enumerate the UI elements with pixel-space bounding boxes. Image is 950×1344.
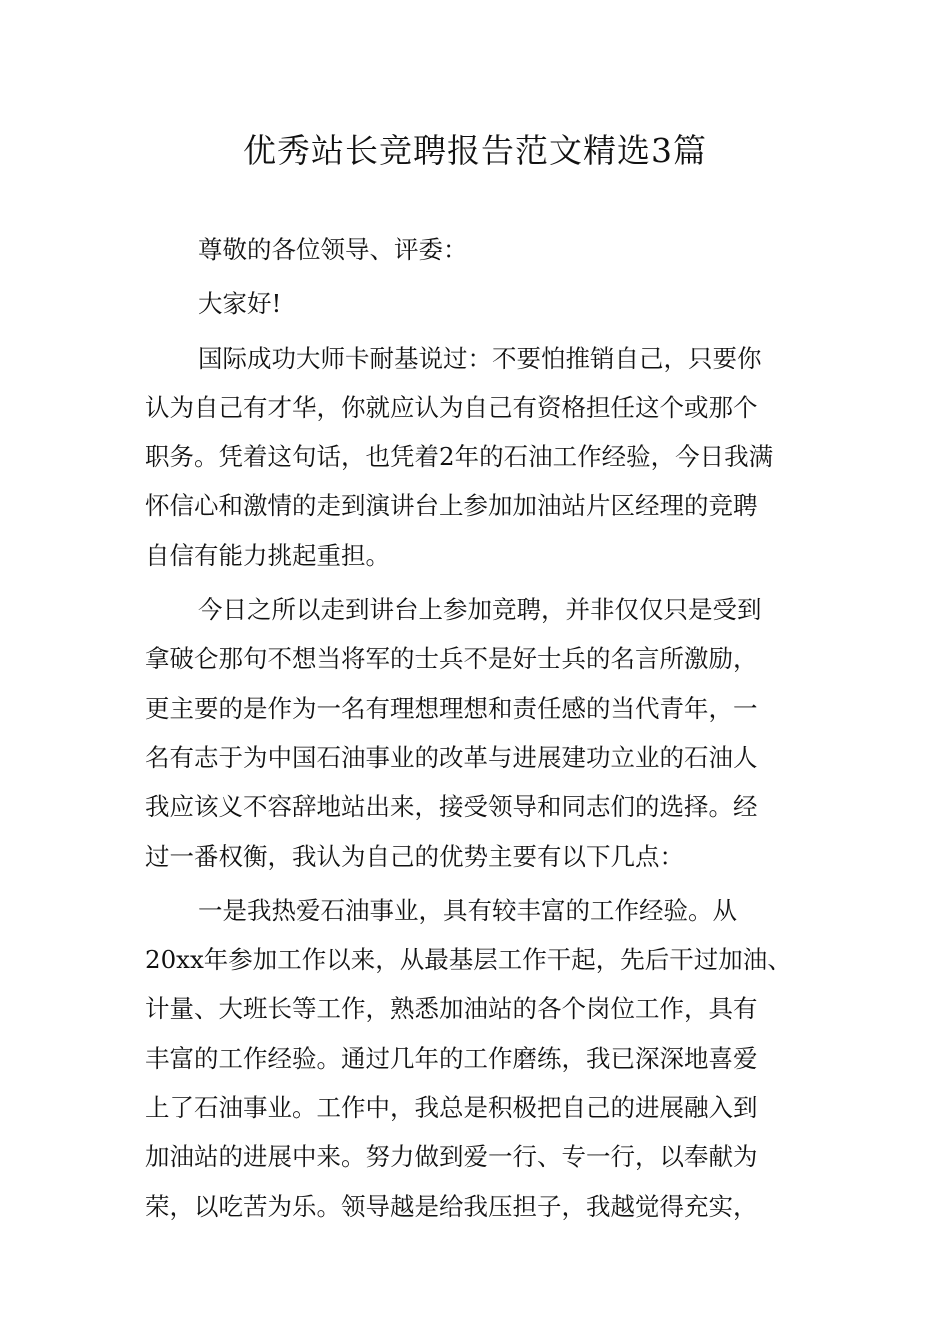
text-line: 认为自己有才华，你就应认为自己有资格担任这个或那个: [145, 392, 758, 422]
paragraph-body: [145, 334, 815, 580]
text-line: 国际成功大师卡耐基说过：不要怕推销自己，只要你: [198, 343, 762, 373]
text-line: 荣，以吃苦为乐。领导越是给我压担子，我越觉得充实，: [145, 1191, 758, 1221]
text-line: 一是我热爱石油事业，具有较丰富的工作经验。从: [198, 895, 737, 925]
text-line: 今日之所以走到讲台上参加竞聘，并非仅仅只是受到: [198, 595, 762, 625]
text-line: 20xx年参加工作以来，从最基层工作干起，先后干过加油、: [145, 945, 792, 975]
document-title: 优秀站长竞聘报告范文精选3篇: [243, 131, 707, 170]
text-line: 更主要的是作为一名有理想理想和责任感的当代青年，一: [145, 693, 758, 723]
document-body: [145, 225, 815, 1236]
text-line: 丰富的工作经验。通过几年的工作磨练，我已深深地喜爱: [145, 1043, 758, 1073]
text-line: 拿破仑那句不想当将军的士兵不是好士兵的名言所激励，: [145, 644, 758, 674]
text-line: 大家好!: [198, 289, 282, 319]
text-line: 过一番权衡，我认为自己的优势主要有以下几点：: [145, 841, 684, 871]
paragraph-greeting: [145, 279, 815, 328]
text-line: 加油站的进展中来。努力做到爱一行、专一行，以奉献为: [145, 1142, 758, 1172]
text-line: 计量、大班长等工作，熟悉加油站的各个岗位工作，具有: [145, 994, 758, 1024]
paragraph-body: [145, 585, 815, 881]
text-line: 上了石油事业。工作中，我总是积极把自己的进展融入到: [145, 1093, 758, 1123]
text-line: 怀信心和激情的走到演讲台上参加加油站片区经理的竞聘: [145, 491, 758, 521]
paragraph-salutation: [145, 225, 815, 274]
text-line: 职务。凭着这句话，也凭着2年的石油工作经验，今日我满: [145, 442, 774, 472]
text-line: 我应该义不容辞地站出来，接受领导和同志们的选择。经: [145, 792, 758, 822]
paragraph-body: [145, 886, 815, 1231]
text-line: 自信有能力挑起重担。: [145, 540, 390, 570]
text-line: 尊敬的各位领导、评委：: [198, 235, 468, 264]
text-line: 名有志于为中国石油事业的改革与进展建功立业的石油人: [145, 742, 758, 772]
